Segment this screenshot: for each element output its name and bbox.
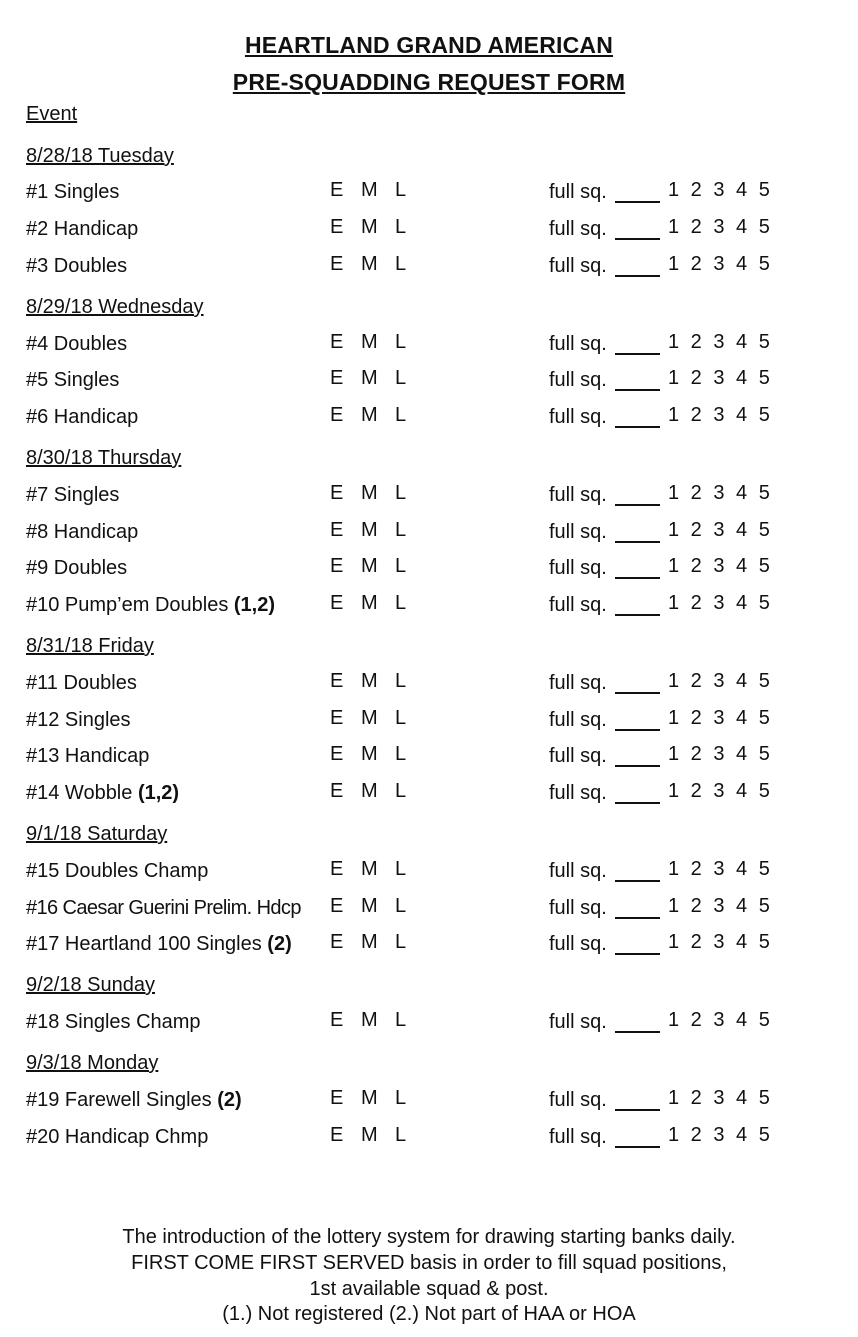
event-name [26, 1126, 208, 1149]
late-option[interactable]: L [395, 482, 407, 504]
event-footnote-ref: (2) [267, 933, 292, 955]
early-option[interactable]: E [330, 331, 344, 353]
event-title: #11 Doubles [26, 672, 137, 694]
late-option[interactable]: L [395, 519, 407, 541]
full-squad-label: full sq. [549, 557, 607, 579]
day-heading: 9/3/18 Monday [26, 1052, 159, 1074]
event-row [0, 333, 858, 361]
event-row [0, 745, 858, 773]
post-number-options[interactable]: 1 2 3 4 5 [668, 216, 770, 238]
event-row [0, 933, 858, 961]
event-name [26, 557, 127, 580]
late-option[interactable]: L [395, 1124, 407, 1146]
day-heading: 9/1/18 Saturday [26, 823, 168, 845]
event-footnote-ref: (1,2) [233, 594, 276, 616]
event-title: #13 Handicap [26, 745, 150, 767]
event-row [0, 1126, 858, 1154]
day-heading: 8/29/18 Wednesday [26, 296, 204, 318]
event-row [0, 406, 858, 434]
full-squad-blank[interactable] [615, 541, 660, 543]
middle-option[interactable]: M [361, 519, 378, 541]
middle-option[interactable]: M [361, 858, 378, 880]
early-option[interactable]: E [330, 555, 344, 577]
event-name [26, 745, 149, 768]
middle-option[interactable]: M [361, 555, 378, 577]
event-row [0, 181, 858, 209]
early-option[interactable]: E [330, 519, 344, 541]
full-squad-label: full sq. [549, 369, 607, 391]
early-option[interactable]: E [330, 1124, 344, 1146]
post-number-options[interactable]: 1 2 3 4 5 [668, 331, 770, 353]
full-squad-blank[interactable] [615, 802, 660, 804]
event-name [26, 181, 119, 204]
post-number-options[interactable]: 1 2 3 4 5 [668, 1009, 770, 1031]
post-number-options[interactable]: 1 2 3 4 5 [668, 253, 770, 275]
full-squad-blank[interactable] [615, 1031, 660, 1033]
full-squad-label: full sq. [549, 218, 607, 240]
event-footnote-ref: (1,2) [137, 782, 180, 804]
full-squad-label: full sq. [549, 672, 607, 694]
post-number-options[interactable]: 1 2 3 4 5 [668, 519, 770, 541]
form-title-line2: PRE-SQUADDING REQUEST FORM [232, 69, 626, 95]
early-option[interactable]: E [330, 592, 344, 614]
full-squad-blank[interactable] [615, 238, 660, 240]
event-name [26, 594, 275, 617]
full-squad-blank[interactable] [615, 1109, 660, 1111]
full-squad-label: full sq. [549, 484, 607, 506]
event-title: #15 Doubles Champ [26, 860, 209, 882]
late-option[interactable]: L [395, 1009, 407, 1031]
event-row [0, 255, 858, 283]
event-title: #7 Singles [26, 484, 120, 506]
late-option[interactable]: L [395, 404, 407, 426]
middle-option[interactable]: M [361, 404, 378, 426]
early-option[interactable]: E [330, 780, 344, 802]
full-squad-blank[interactable] [615, 729, 660, 731]
event-name [26, 1089, 242, 1112]
early-option[interactable]: E [330, 743, 344, 765]
late-option[interactable]: L [395, 1087, 407, 1109]
event-name [26, 672, 137, 695]
middle-option[interactable]: M [361, 743, 378, 765]
full-squad-label: full sq. [549, 860, 607, 882]
full-squad-blank[interactable] [615, 389, 660, 391]
late-option[interactable]: L [395, 367, 407, 389]
event-row [0, 484, 858, 512]
full-squad-blank[interactable] [615, 953, 660, 955]
event-title: #19 Farewell Singles [26, 1089, 218, 1111]
full-squad-label: full sq. [549, 782, 607, 804]
middle-option[interactable]: M [361, 367, 378, 389]
day-heading: 9/2/18 Sunday [26, 974, 155, 996]
middle-option[interactable]: M [361, 931, 378, 953]
event-title: #20 Handicap Chmp [26, 1126, 209, 1148]
early-option[interactable]: E [330, 858, 344, 880]
event-name [26, 860, 208, 883]
middle-option[interactable]: M [361, 707, 378, 729]
full-squad-label: full sq. [549, 181, 607, 203]
late-option[interactable]: L [395, 331, 407, 353]
event-row [0, 369, 858, 397]
full-squad-label: full sq. [549, 406, 607, 428]
full-squad-blank[interactable] [615, 917, 660, 919]
post-number-options[interactable]: 1 2 3 4 5 [668, 743, 770, 765]
late-option[interactable]: L [395, 931, 407, 953]
event-title: #10 Pump’em Doubles [26, 594, 234, 616]
post-number-options[interactable]: 1 2 3 4 5 [668, 179, 770, 201]
late-option[interactable]: L [395, 743, 407, 765]
early-option[interactable]: E [330, 1009, 344, 1031]
event-name [26, 369, 119, 392]
full-squad-blank[interactable] [615, 275, 660, 277]
post-number-options[interactable]: 1 2 3 4 5 [668, 1124, 770, 1146]
late-option[interactable]: L [395, 555, 407, 577]
event-row [0, 1089, 858, 1117]
full-squad-blank[interactable] [615, 1146, 660, 1148]
post-number-options[interactable]: 1 2 3 4 5 [668, 555, 770, 577]
full-squad-label: full sq. [549, 333, 607, 355]
early-option[interactable]: E [330, 482, 344, 504]
event-title: #9 Doubles [26, 557, 128, 579]
full-squad-label: full sq. [549, 1011, 607, 1033]
middle-option[interactable]: M [361, 216, 378, 238]
late-option[interactable]: L [395, 780, 407, 802]
early-option[interactable]: E [330, 367, 344, 389]
day-heading: 8/31/18 Friday [26, 635, 154, 657]
event-row [0, 897, 858, 925]
event-column-label: Event [26, 103, 78, 125]
early-option[interactable]: E [330, 179, 344, 201]
day-heading: 8/28/18 Tuesday [26, 145, 174, 167]
middle-option[interactable]: M [361, 1124, 378, 1146]
full-squad-label: full sq. [549, 897, 607, 919]
event-title: #1 Singles [26, 181, 120, 203]
full-squad-blank[interactable] [615, 692, 660, 694]
post-number-options[interactable]: 1 2 3 4 5 [668, 895, 770, 917]
event-name [26, 897, 301, 920]
late-option[interactable]: L [395, 858, 407, 880]
event-title: #17 Heartland 100 Singles [26, 933, 268, 955]
event-name [26, 333, 127, 356]
footer-line1: The introduction of the lottery system for drawing starting banks daily. [122, 1226, 736, 1248]
event-title: #5 Singles [26, 369, 120, 391]
post-number-options[interactable]: 1 2 3 4 5 [668, 404, 770, 426]
event-name [26, 709, 131, 732]
event-title: #8 Handicap [26, 521, 139, 543]
middle-option[interactable]: M [361, 592, 378, 614]
full-squad-label: full sq. [549, 1126, 607, 1148]
late-option[interactable]: L [395, 592, 407, 614]
event-name [26, 406, 138, 429]
full-squad-label: full sq. [549, 255, 607, 277]
full-squad-blank[interactable] [615, 577, 660, 579]
early-option[interactable]: E [330, 895, 344, 917]
event-name [26, 1011, 201, 1034]
late-option[interactable]: L [395, 179, 407, 201]
middle-option[interactable]: M [361, 253, 378, 275]
early-option[interactable]: E [330, 670, 344, 692]
event-title: #16 Caesar Guerini Prelim. Hdcp [26, 897, 301, 919]
event-name [26, 782, 179, 805]
early-option[interactable]: E [330, 216, 344, 238]
event-title: #2 Handicap [26, 218, 139, 240]
event-row [0, 218, 858, 246]
event-title: #6 Handicap [26, 406, 139, 428]
event-row [0, 557, 858, 585]
middle-option[interactable]: M [361, 179, 378, 201]
late-option[interactable]: L [395, 253, 407, 275]
full-squad-label: full sq. [549, 521, 607, 543]
event-name [26, 218, 138, 241]
middle-option[interactable]: M [361, 482, 378, 504]
full-squad-blank[interactable] [615, 504, 660, 506]
form-title-line1: HEARTLAND GRAND AMERICAN [244, 32, 614, 58]
middle-option[interactable]: M [361, 331, 378, 353]
post-number-options[interactable]: 1 2 3 4 5 [668, 592, 770, 614]
event-title: #4 Doubles [26, 333, 128, 355]
full-squad-label: full sq. [549, 594, 607, 616]
late-option[interactable]: L [395, 216, 407, 238]
early-option[interactable]: E [330, 253, 344, 275]
full-squad-blank[interactable] [615, 353, 660, 355]
post-number-options[interactable]: 1 2 3 4 5 [668, 367, 770, 389]
post-number-options[interactable]: 1 2 3 4 5 [668, 707, 770, 729]
event-row [0, 782, 858, 810]
full-squad-blank[interactable] [615, 426, 660, 428]
middle-option[interactable]: M [361, 670, 378, 692]
middle-option[interactable]: M [361, 1087, 378, 1109]
event-name [26, 255, 127, 278]
event-footnote-ref: (2) [217, 1089, 242, 1111]
day-heading: 8/30/18 Thursday [26, 447, 182, 469]
middle-option[interactable]: M [361, 1009, 378, 1031]
event-row [0, 1011, 858, 1039]
late-option[interactable]: L [395, 895, 407, 917]
event-name [26, 521, 138, 544]
early-option[interactable]: E [330, 1087, 344, 1109]
full-squad-label: full sq. [549, 933, 607, 955]
post-number-options[interactable]: 1 2 3 4 5 [668, 482, 770, 504]
event-title: #18 Singles Champ [26, 1011, 201, 1033]
event-name [26, 933, 292, 956]
footer-line2: FIRST COME FIRST SERVED basis in order to fill squad positions, [131, 1252, 727, 1274]
event-title: #12 Singles [26, 709, 131, 731]
event-row [0, 672, 858, 700]
full-squad-label: full sq. [549, 745, 607, 767]
middle-option[interactable]: M [361, 895, 378, 917]
full-squad-blank[interactable] [615, 201, 660, 203]
middle-option[interactable]: M [361, 780, 378, 802]
footer-line4: (1.) Not registered (2.) Not part of HAA or HOA [222, 1303, 636, 1325]
full-squad-blank[interactable] [615, 765, 660, 767]
event-row [0, 860, 858, 888]
event-row [0, 709, 858, 737]
post-number-options[interactable]: 1 2 3 4 5 [668, 780, 770, 802]
event-title: #14 Wobble [26, 782, 138, 804]
early-option[interactable]: E [330, 707, 344, 729]
post-number-options[interactable]: 1 2 3 4 5 [668, 670, 770, 692]
full-squad-blank[interactable] [615, 880, 660, 882]
late-option[interactable]: L [395, 670, 407, 692]
event-row [0, 594, 858, 622]
post-number-options[interactable]: 1 2 3 4 5 [668, 931, 770, 953]
event-name [26, 484, 119, 507]
early-option[interactable]: E [330, 931, 344, 953]
post-number-options[interactable]: 1 2 3 4 5 [668, 1087, 770, 1109]
post-number-options[interactable]: 1 2 3 4 5 [668, 858, 770, 880]
full-squad-label: full sq. [549, 709, 607, 731]
event-row [0, 521, 858, 549]
event-title: #3 Doubles [26, 255, 128, 277]
footer-line3: 1st available squad & post. [309, 1278, 549, 1300]
full-squad-blank[interactable] [615, 614, 660, 616]
full-squad-label: full sq. [549, 1089, 607, 1111]
early-option[interactable]: E [330, 404, 344, 426]
late-option[interactable]: L [395, 707, 407, 729]
